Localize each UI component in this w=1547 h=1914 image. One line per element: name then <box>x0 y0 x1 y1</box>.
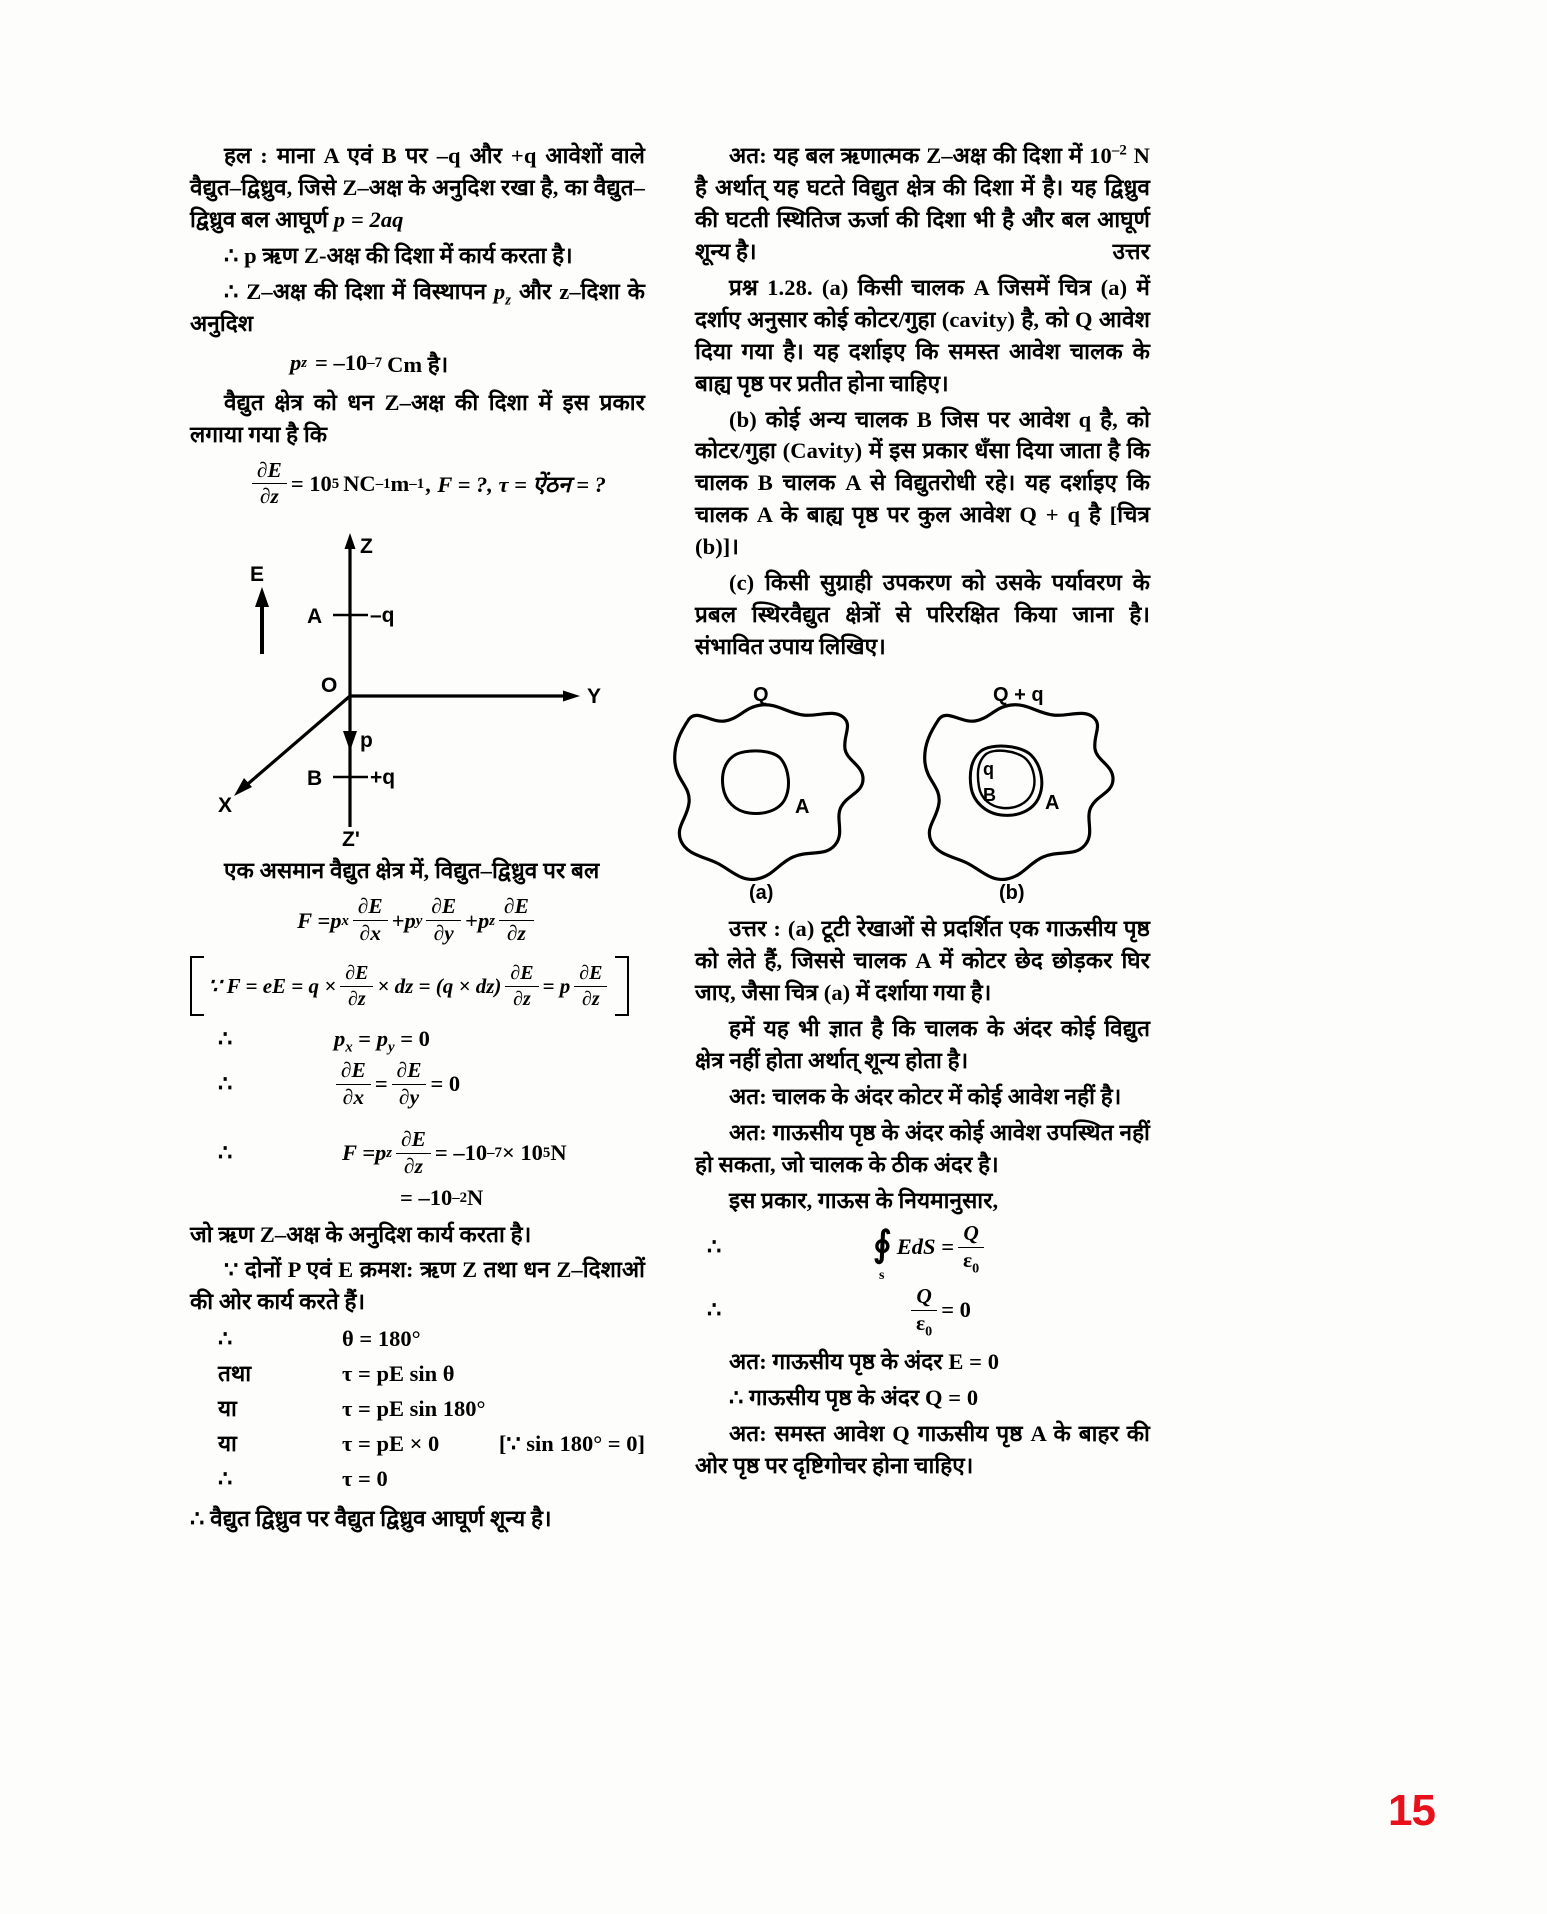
question-number: प्रश्न 1.28. <box>729 274 813 300</box>
question-part-a: (a) किसी चालक A जिसमें चित्र (a) में दर्शाए अनुसार कोई कोटर/गुहा (cavity) है, को Q आवेश दिया गया है। यह दर्शाइए कि समस्त आवेश चालक के बाह्य पृष्ठ पर प्रतीत होना चाहिए। <box>695 274 1150 396</box>
torque-row-2 <box>190 1392 645 1427</box>
row3-lhs: F = <box>342 1139 376 1165</box>
torque-row-3-eq: τ = pE × 0 <box>342 1430 440 1456</box>
answer-paragraph-c: अत: चालक के अंदर कोटर में कोई आवेश नहीं है। <box>729 1083 1122 1109</box>
torque-row-4 <box>190 1462 645 1497</box>
gauss-zero-rhs: = 0 <box>941 1297 971 1323</box>
gauss-zero-body <box>789 1284 1150 1340</box>
figure-b-caption: (b) <box>999 882 1025 904</box>
gauss-zero-num: Q <box>911 1285 936 1311</box>
answer-paragraph-b: हमें यह भी ज्ञात है कि चालक के अंदर कोई विद्युत क्षेत्र नहीं होता अर्थात् शून्य होता है। <box>695 1015 1150 1073</box>
acts-along-neg-z: जो ऋण Z–अक्ष के अनुदिश कार्य करता है। <box>190 1221 532 1247</box>
pz-symbol-3: p <box>478 907 490 933</box>
gauss-eq-body <box>789 1221 1150 1284</box>
charge-label-minus-q: –q <box>370 604 395 628</box>
figure-b-group <box>925 684 1113 904</box>
brk-den-2: ∂z <box>513 987 531 1010</box>
dE-dz-fraction <box>252 459 287 510</box>
torque-row-0-label: ∴ <box>218 1326 233 1352</box>
brk-text-a: ∵ F = eE = q × <box>208 973 337 998</box>
row3-unit: N <box>550 1139 567 1165</box>
row4-value: = –10 <box>400 1184 453 1210</box>
eq-dE-dz: $\frac{\partial E}{\partial z}$ = 10 5 NC –1 m –1 , F = ?, τ = ऐंठन = ? <box>190 459 645 510</box>
plus-sign-1: + <box>391 907 405 933</box>
brk-num-3: ∂E <box>574 962 607 986</box>
plus-sign-2: + <box>465 907 478 933</box>
gauss-fraction <box>958 1221 984 1277</box>
figure-b-inner-B-label: B <box>983 785 996 805</box>
eq-row-px-py <box>190 1022 645 1057</box>
solution-paragraph <box>190 140 645 236</box>
page-number: 15 <box>1388 1786 1435 1835</box>
eq-force-result: = –10 –2 N <box>400 1184 484 1210</box>
force-dir-text-b: N है अर्थात् यह घटते विद्युत क्षेत्र की दिशा में है। यह द्विध्रुव की घटती स्थितिज ऊर्जा की दिशा भी है और बल आघूर्ण शून्य है। <box>695 143 1151 264</box>
field-applied-statement: वैद्युत क्षेत्र को धन Z–अक्ष की दिशा में इस प्रकार लगाया गया है कि <box>190 389 645 447</box>
row1-end: = 0 <box>394 1025 430 1051</box>
gauss-law-equation-row <box>695 1221 1150 1284</box>
gauss-den <box>958 1248 984 1277</box>
answer-tag: उत्तर <box>1112 238 1150 264</box>
row1-mid: = <box>352 1025 377 1051</box>
solution-lead: हल : <box>224 143 268 168</box>
dy-den-2: ∂y <box>433 921 454 946</box>
dEdz-tail: , F = ?, τ = ऐंठन = ? <box>426 472 606 498</box>
conductor-cavity-figures <box>649 677 1149 907</box>
dE-num-2: ∂E <box>426 895 461 921</box>
right-column <box>695 140 1150 1486</box>
final-conclusion-left: ∴ वैद्युत द्विध्रुव पर वैद्युत द्विध्रुव आघूर्ण शून्य है। <box>190 1505 552 1531</box>
figure-a-body-label: A <box>795 796 810 818</box>
pz-subscript: z <box>505 292 512 309</box>
dEdz-unit-a: NC <box>343 470 376 496</box>
row2-equals: = <box>374 1070 388 1096</box>
answer-text-a: (a) टूटी रेखाओं से प्रदर्शित एक गाऊसीय पृष्ठ को लेते हैं, जिससे चालक A में कोटर छेद छोड़कर घिर जाए, जैसा चित्र (a) में दर्शाया गया है। <box>695 916 1150 1005</box>
dipole-moment-formula: p = 2aq <box>333 206 404 232</box>
dE-num-1: ∂E <box>353 895 388 921</box>
row2-label: ∴ <box>218 1070 233 1096</box>
nonuniform-field-statement: एक असमान वैद्युत क्षेत्र में, विद्युत–द्विध्रुव पर बल <box>224 858 600 884</box>
answer-paragraph-f: अत: गाऊसीय पृष्ठ के अंदर E = 0 <box>729 1349 1000 1375</box>
pz-symbol: p <box>493 278 506 304</box>
answer-paragraph-g: ∴ गाऊसीय पृष्ठ के अंदर Q = 0 <box>729 1385 979 1411</box>
brk-frac-1 <box>340 962 373 1010</box>
gauss-zero-fraction <box>911 1284 937 1340</box>
question-part-c-para: (c) किसी सुग्राही उपकरण को उसके पर्यावरण के प्रबल स्थिरवैद्युत क्षेत्रों से परिरक्षित किया जाना है। संभावित उपाय लिखिए। <box>695 570 1150 660</box>
dipole-label-p: p <box>360 729 373 753</box>
torque-row-2-eq: τ = pE sin 180° <box>342 1396 486 1422</box>
brk-text-b: × dz = (q × dz) <box>377 973 502 998</box>
dz-den-3: ∂z <box>507 921 526 946</box>
gauss-eq-label: ∴ <box>707 1234 722 1260</box>
gauss-zero-label: ∴ <box>707 1297 722 1323</box>
row1-py: p <box>376 1025 388 1051</box>
force-direction-paragraph <box>695 140 1150 268</box>
coordinate-axes-diagram <box>190 519 645 849</box>
eq-pz-value: p z = –10 –7 Cm है। <box>190 348 645 379</box>
gauss-lhs: EdS = <box>896 1234 954 1260</box>
figure-a-group <box>675 684 863 904</box>
pz-rhs: = –10 <box>315 350 368 376</box>
torque-row-4-label: ∴ <box>218 1465 233 1491</box>
gauss-num: Q <box>958 1222 983 1248</box>
row2-den-1: ∂x <box>342 1084 365 1109</box>
row3-num: ∂E <box>396 1128 431 1154</box>
row3-pz: p <box>375 1139 387 1165</box>
gauss-zero-den <box>911 1311 937 1340</box>
epsilon-symbol: ε <box>962 1248 973 1273</box>
row3-den: ∂z <box>404 1153 423 1178</box>
bracket-right <box>615 956 629 1016</box>
row1-py-sub: y <box>388 1039 395 1056</box>
displacement-text-a: ∴ Z–अक्ष की दिशा में विस्थापन <box>224 278 494 304</box>
row3-frac <box>396 1128 431 1179</box>
row3-label: ∴ <box>218 1139 233 1165</box>
epsilon-symbol-2: ε <box>916 1311 926 1336</box>
torque-row-0 <box>190 1322 645 1357</box>
torque-equation-table <box>190 1322 645 1496</box>
pz-symbol-2: p <box>290 350 302 376</box>
answer-paragraph-d: अत: गाऊसीय पृष्ठ के अंदर कोई आवेश उपस्थित नहीं हो सकता, जो चालक के ठीक अंदर है। <box>695 1119 1150 1177</box>
py-symbol: p <box>404 907 416 933</box>
brk-den-3: ∂z <box>582 987 600 1010</box>
blob-figures-svg <box>649 677 1149 907</box>
row2-num-1: ∂E <box>336 1059 371 1085</box>
torque-row-1-eq: τ = pE sin θ <box>342 1361 455 1387</box>
torque-row-0-eq: θ = 180° <box>342 1326 421 1352</box>
charge-label-plus-q: +q <box>370 766 396 790</box>
torque-row-2-label: या <box>218 1396 237 1422</box>
dE-dz-fraction-2 <box>499 895 534 946</box>
epsilon-sub-2: 0 <box>925 1323 933 1340</box>
p-direction-statement: ∴ p ऋण Z-अक्ष की दिशा में कार्य करता है। <box>224 242 573 268</box>
force-dir-text-a: अत: यह बल ऋणात्मक Z–अक्ष की दिशा में 10 <box>729 143 1112 168</box>
axis-label-Zprime: Z' <box>342 828 360 850</box>
brk-frac-2 <box>505 962 538 1010</box>
displacement-text-b: और z–दिशा के अनुदिश <box>190 278 645 336</box>
dEdz-rhs: = 10 <box>290 470 332 496</box>
row1-px: p <box>334 1025 346 1051</box>
displacement-statement <box>190 276 645 340</box>
row2-equation <box>284 1059 645 1110</box>
axis-label-O: O <box>321 674 338 698</box>
brk-num-2: ∂E <box>505 962 538 986</box>
row2-frac-1 <box>336 1059 371 1110</box>
figure-b-charge-label: Q + q <box>993 684 1044 706</box>
axis-label-Y: Y <box>587 685 602 709</box>
answer-paragraph-h: अत: समस्त आवेश Q गाऊसीय पृष्ठ A के बाहर की ओर पृष्ठ पर दृष्टिगोचर होना चाहिए। <box>695 1421 1150 1478</box>
brk-den-1: ∂z <box>347 987 366 1010</box>
px-symbol: p <box>330 907 342 933</box>
dx-den-1: ∂x <box>359 921 381 946</box>
answer-paragraph-e: इस प्रकार, गाऊस के नियमानुसार, <box>729 1187 999 1213</box>
row2-end: = 0 <box>430 1070 461 1096</box>
torque-row-3-note: [∵ sin 180° = 0] <box>498 1430 645 1456</box>
integral-symbol: ∮ <box>873 1224 892 1265</box>
row3-rhs: = –10 <box>434 1139 488 1165</box>
axes-svg <box>190 519 645 849</box>
bracket-content <box>204 956 615 1016</box>
torque-row-4-eq: τ = 0 <box>342 1465 388 1491</box>
figure-b-body-label: A <box>1045 792 1060 814</box>
figure-a-caption: (a) <box>749 882 774 904</box>
row1-px-sub: x <box>345 1039 353 1056</box>
solution-text: माना A एवं B पर –q और +q आवेशों वाले वैद्युत–द्विध्रुव, जिसे Z–अक्ष के अनुदिश रखा है, का वैद्युत–द्विध्रुव बल आघूर्ण <box>190 143 645 232</box>
row3-mid: × 10 <box>501 1139 543 1165</box>
force-dir-exp: –2 <box>1111 142 1127 159</box>
figure-b-inner-q-label: q <box>983 759 994 779</box>
torque-row-3 <box>190 1427 645 1462</box>
dE-num-3: ∂E <box>499 895 534 921</box>
dEdz-unit-b: m <box>390 470 410 496</box>
figure-a-charge-label: Q <box>753 684 769 706</box>
dz-denominator: ∂z <box>259 484 279 509</box>
eq-row-force-value <box>190 1128 645 1179</box>
dE-numerator: ∂E <box>252 459 287 485</box>
row2-den-2: ∂y <box>399 1084 420 1109</box>
axis-label-X: X <box>218 794 233 818</box>
torque-row-3-label: या <box>218 1430 237 1456</box>
epsilon-sub: 0 <box>972 1260 980 1277</box>
row2-frac-2 <box>392 1059 427 1110</box>
gauss-zero-equation-row <box>695 1284 1150 1340</box>
answer-paragraph-a <box>695 913 1150 1009</box>
question-part-b-para: (b) कोई अन्य चालक B जिस पर आवेश q है, को कोटर/गुहा (Cavity) में इस प्रकार धँसा दिया जाता है कि चालक B चालक A से विद्युतरोधी रहे। यह दर्शाइए कि चालक A के बाह्य पृष्ठ पर कुल आवेश Q + q है [चित्र (b)]। <box>695 406 1150 560</box>
force-lhs: F = <box>297 907 331 933</box>
torque-row-1-label: तथा <box>218 1361 252 1387</box>
closed-integral: ∮ s <box>873 1224 892 1284</box>
brk-frac-3 <box>574 962 607 1010</box>
answer-lead: उत्तर : <box>729 916 781 941</box>
question-1-28 <box>695 272 1150 400</box>
row2-num-2: ∂E <box>392 1059 427 1085</box>
torque-row-1 <box>190 1357 645 1392</box>
left-column <box>190 140 645 1539</box>
row4-unit: N <box>467 1184 484 1210</box>
point-label-A: A <box>307 605 323 629</box>
row1-label: ∴ <box>218 1025 233 1051</box>
p-and-e-directions: ∵ दोनों P एवं E क्रमश: ऋण Z तथा धन Z–दिशाओं की ओर कार्य करते हैं। <box>190 1257 645 1315</box>
row3-equation: F = p z $\frac{\partial E}{\partial z}$ = –10 –7 × 10 5 N <box>342 1126 567 1178</box>
dE-dy-fraction <box>426 895 461 946</box>
field-label-E: E <box>250 563 265 587</box>
bracketed-derivation <box>190 956 645 1016</box>
point-label-B: B <box>307 767 323 791</box>
dE-dx-fraction <box>353 895 388 946</box>
brk-text-c: = p <box>542 973 571 998</box>
axis-label-Z: Z <box>360 535 373 559</box>
pz-unit: Cm है। <box>387 351 449 377</box>
eq-force-components: F = p x $\frac{\partial E}{\partial x}$ + p y $\frac{\partial E}{\partial y}$ + p z $\frac{\partial E}{\partial z}$ <box>190 895 645 946</box>
brk-num-1: ∂E <box>340 962 373 986</box>
eq-row-partials-zero <box>190 1059 645 1110</box>
row1-equation <box>284 1022 645 1057</box>
bracket-left <box>190 956 204 1016</box>
